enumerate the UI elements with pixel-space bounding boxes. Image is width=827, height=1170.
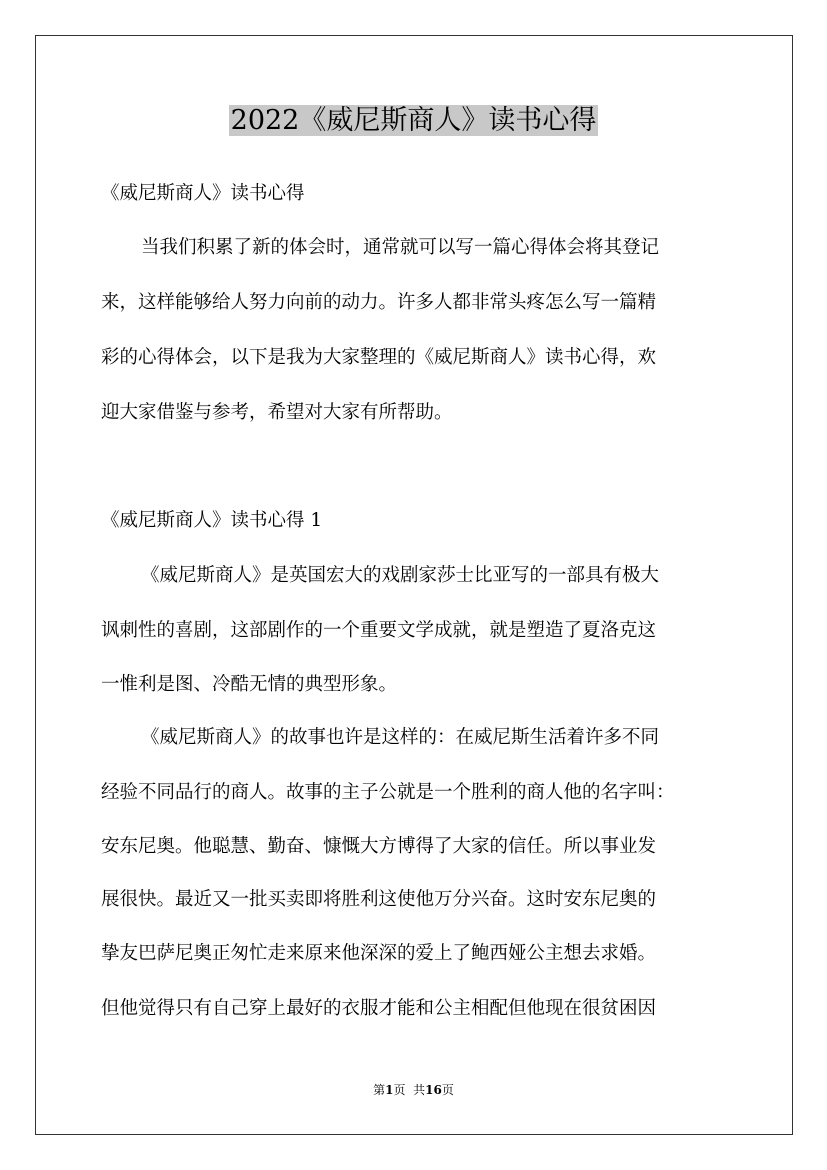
paragraph-line: 挚友巴萨尼奥正匆忙走来原来他深深的爱上了鲍西娅公主想去求婚。	[101, 943, 657, 964]
paragraph-line: 但他觉得只有自己穿上最好的衣服才能和公主相配但他现在很贫困因	[101, 998, 657, 1019]
document-title: 2022《威尼斯商人》读书心得	[230, 105, 597, 136]
paragraph-line: 经验不同品行的商人。故事的主子公就是一个胜利的商人他的名字叫：	[101, 782, 675, 803]
page-footer	[0, 1082, 827, 1098]
footer-total-pages: 16	[425, 1083, 442, 1097]
footer-page-suffix: 页	[393, 1083, 406, 1097]
footer-prefix: 第	[373, 1083, 386, 1097]
paragraph-line: 《威尼斯商人》是英国宏大的戏剧家莎士比亚写的一部具有极大	[141, 565, 660, 586]
intro-line: 迎大家借鉴与参考，希望对大家有所帮助。	[101, 402, 453, 423]
intro-line: 当我们积累了新的体会时，通常就可以写一篇心得体会将其登记	[141, 237, 660, 258]
paragraph-line: 展很快。最近又一批买卖即将胜利这使他万分兴奋。这时安东尼奥的	[101, 889, 657, 910]
paragraph-line: 一惟利是图、冷酷无情的典型形象。	[101, 674, 398, 695]
footer-page-number: 1	[385, 1083, 394, 1097]
footer-total-suffix: 页	[441, 1083, 454, 1097]
intro-line: 彩的心得体会，以下是我为大家整理的《威尼斯商人》读书心得，欢	[101, 347, 657, 368]
section-heading: 《威尼斯商人》读书心得 1	[101, 510, 323, 531]
intro-line: 来，这样能够给人努力向前的动力。许多人都非常头疼怎么写一篇精	[101, 292, 657, 313]
document-heading: 《威尼斯商人》读书心得	[101, 183, 305, 204]
footer-total-prefix: 共	[413, 1083, 426, 1097]
paragraph-line: 讽刺性的喜剧，这部剧作的一个重要文学成就，就是塑造了夏洛克这	[101, 620, 657, 641]
paragraph-line: 《威尼斯商人》的故事也许是这样的：在威尼斯生活着许多不同	[141, 727, 660, 748]
paragraph-line: 安东尼奥。他聪慧、勤奋、慷慨大方博得了大家的信任。所以事业发	[101, 836, 657, 857]
